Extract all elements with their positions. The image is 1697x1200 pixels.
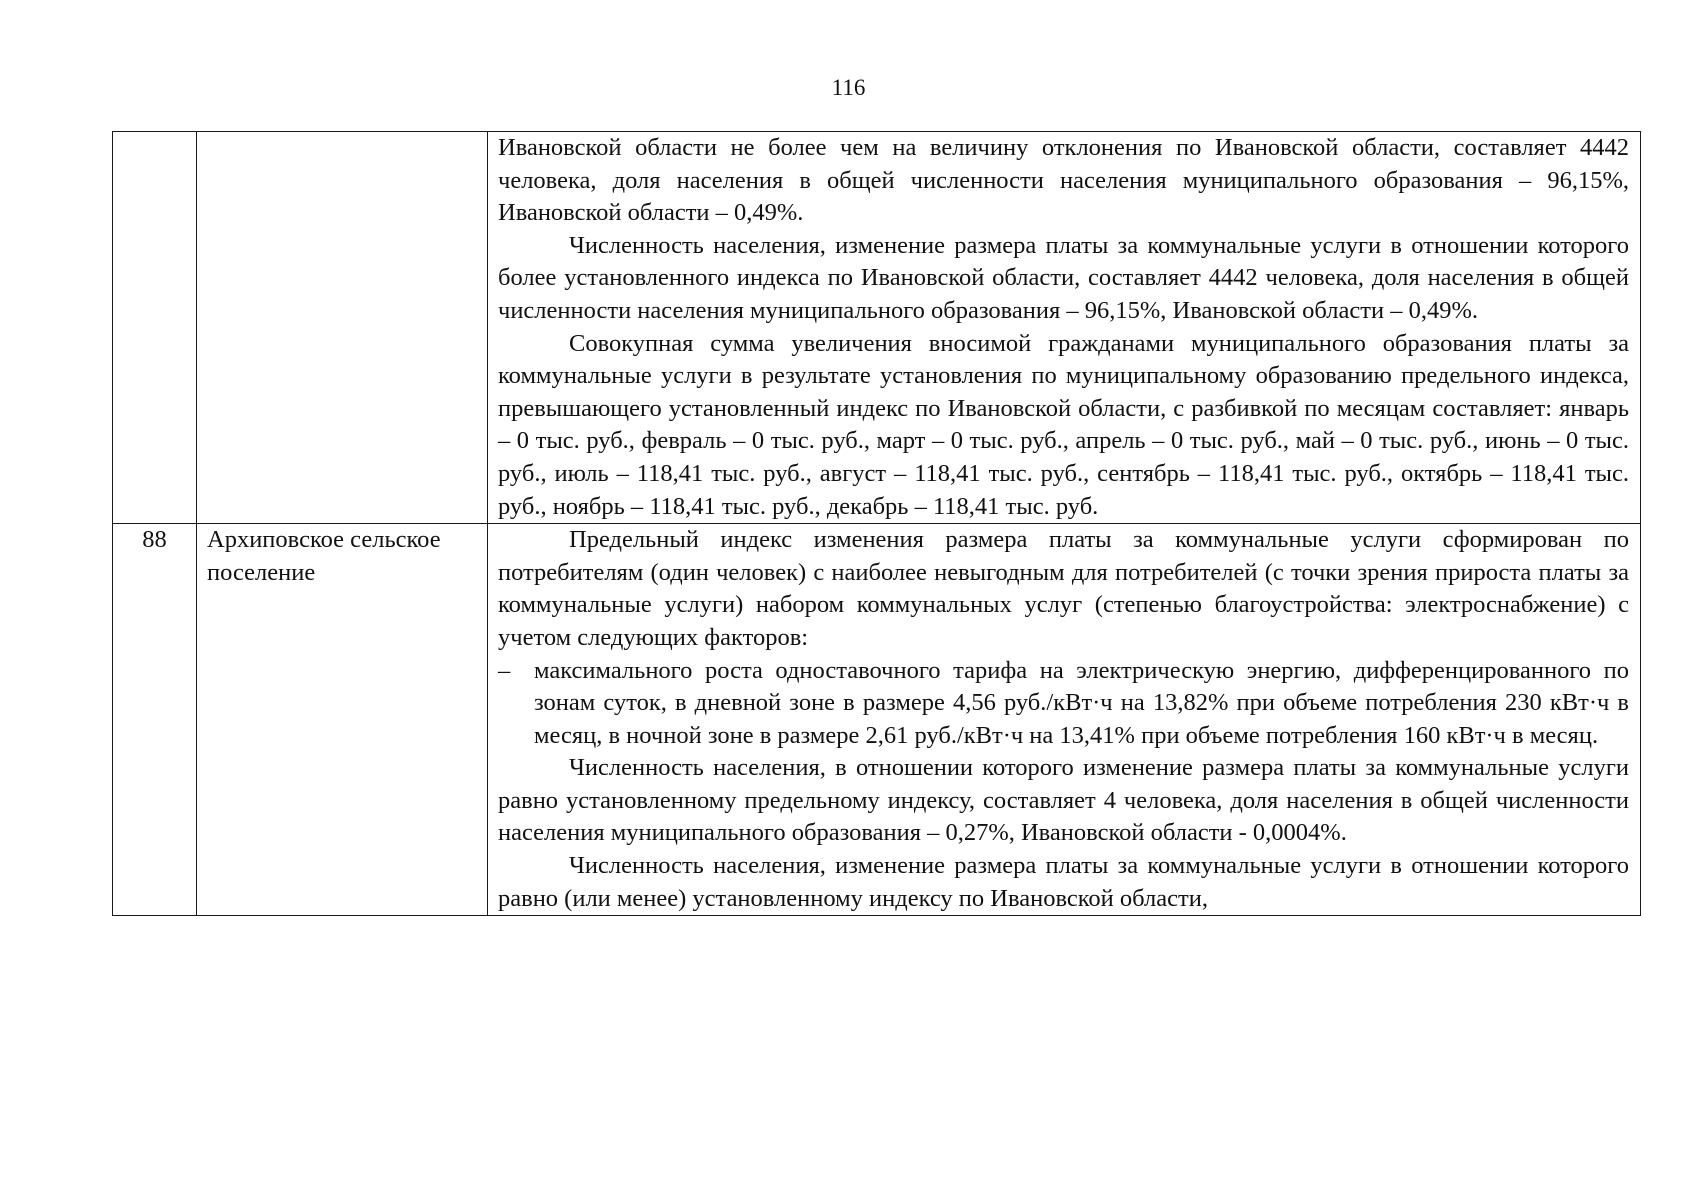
table-row (113, 132, 1641, 524)
dash-marker: – (498, 656, 511, 684)
document-table (112, 131, 1641, 916)
paragraph: Численность населения, изменение размера платы за коммунальные услуги в отношении которого равно (или менее) установленному индексу по Ивановской области, (498, 852, 1629, 912)
paragraph: Совокупная сумма увеличения вносимой гражданами муниципального образования платы за коммунальные услуги в результате установления по муниципальному образованию предельного индекса, превышающего установленный индекс по Ивановской области, с разбивкой по месяцам составляет: январь – 0 тыс. руб., февраль – 0 тыс. руб., март – 0 тыс. руб., апрель – 0 тыс. руб., май – 0 тыс. руб., июнь – 0 тыс. руб., июль – 118,41 тыс. руб., август – 118,41 тыс. руб., сентябрь – 118,41 тыс. руб., октябрь – 118,41 тыс. руб., ноябрь – 118,41 тыс. руб., декабрь – 118,41 тыс. руб. (498, 329, 1629, 520)
municipality-name-cell (197, 132, 488, 524)
row-number-cell (113, 132, 197, 524)
paragraph: Численность населения, в отношении которого изменение размера платы за коммунальные услуги равно установленному предельному индексу, составляет 4 человека, доля населения в общей численности населения муниципального образования – 0,27%, Ивановской области - 0,0004%. (498, 754, 1629, 847)
paragraph: Ивановской области не более чем на величину отклонения по Ивановской области, составляет 4442 человека, доля населения в общей численности населения муниципального образования – 96,15%, Ивановской области – 0,49%. (498, 134, 1629, 227)
paragraph: Численность населения, изменение размера платы за коммунальные услуги в отношении которого более установленного индекса по Ивановской области, составляет 4442 человека, доля населения в общей численности населения муниципального образования – 96,15%, Ивановской области – 0,49%. (498, 231, 1629, 324)
dash-list-text: максимального роста одноставочного тарифа на электрическую энергию, дифференцированного по зонам суток, в дневной зоне в размере 4,56 руб./кВт·ч на 13,82% при объеме потребления 230 кВт·ч в месяц, в ночной зоне в размере 2,61 руб./кВт·ч на 13,41% при объеме потребления 160 кВт·ч в месяц. (534, 656, 1629, 749)
row-number-cell: 88 (113, 524, 197, 916)
description-cell (488, 132, 1641, 524)
paragraph: Предельный индекс изменения размера платы за коммунальные услуги сформирован по потребителям (один человек) с наиболее невыгодным для потребителей (с точки зрения прироста платы за коммунальные услуги) набором коммунальных услуг (степенью благоустройства: электроснабжение) с учетом следующих факторов: (498, 526, 1629, 651)
dash-list-item (498, 655, 1629, 753)
page-number: 116 (831, 75, 866, 100)
description-cell (488, 524, 1641, 916)
table-row (113, 524, 1641, 916)
municipality-name-cell: Архиповское сельское поселение (197, 524, 488, 916)
